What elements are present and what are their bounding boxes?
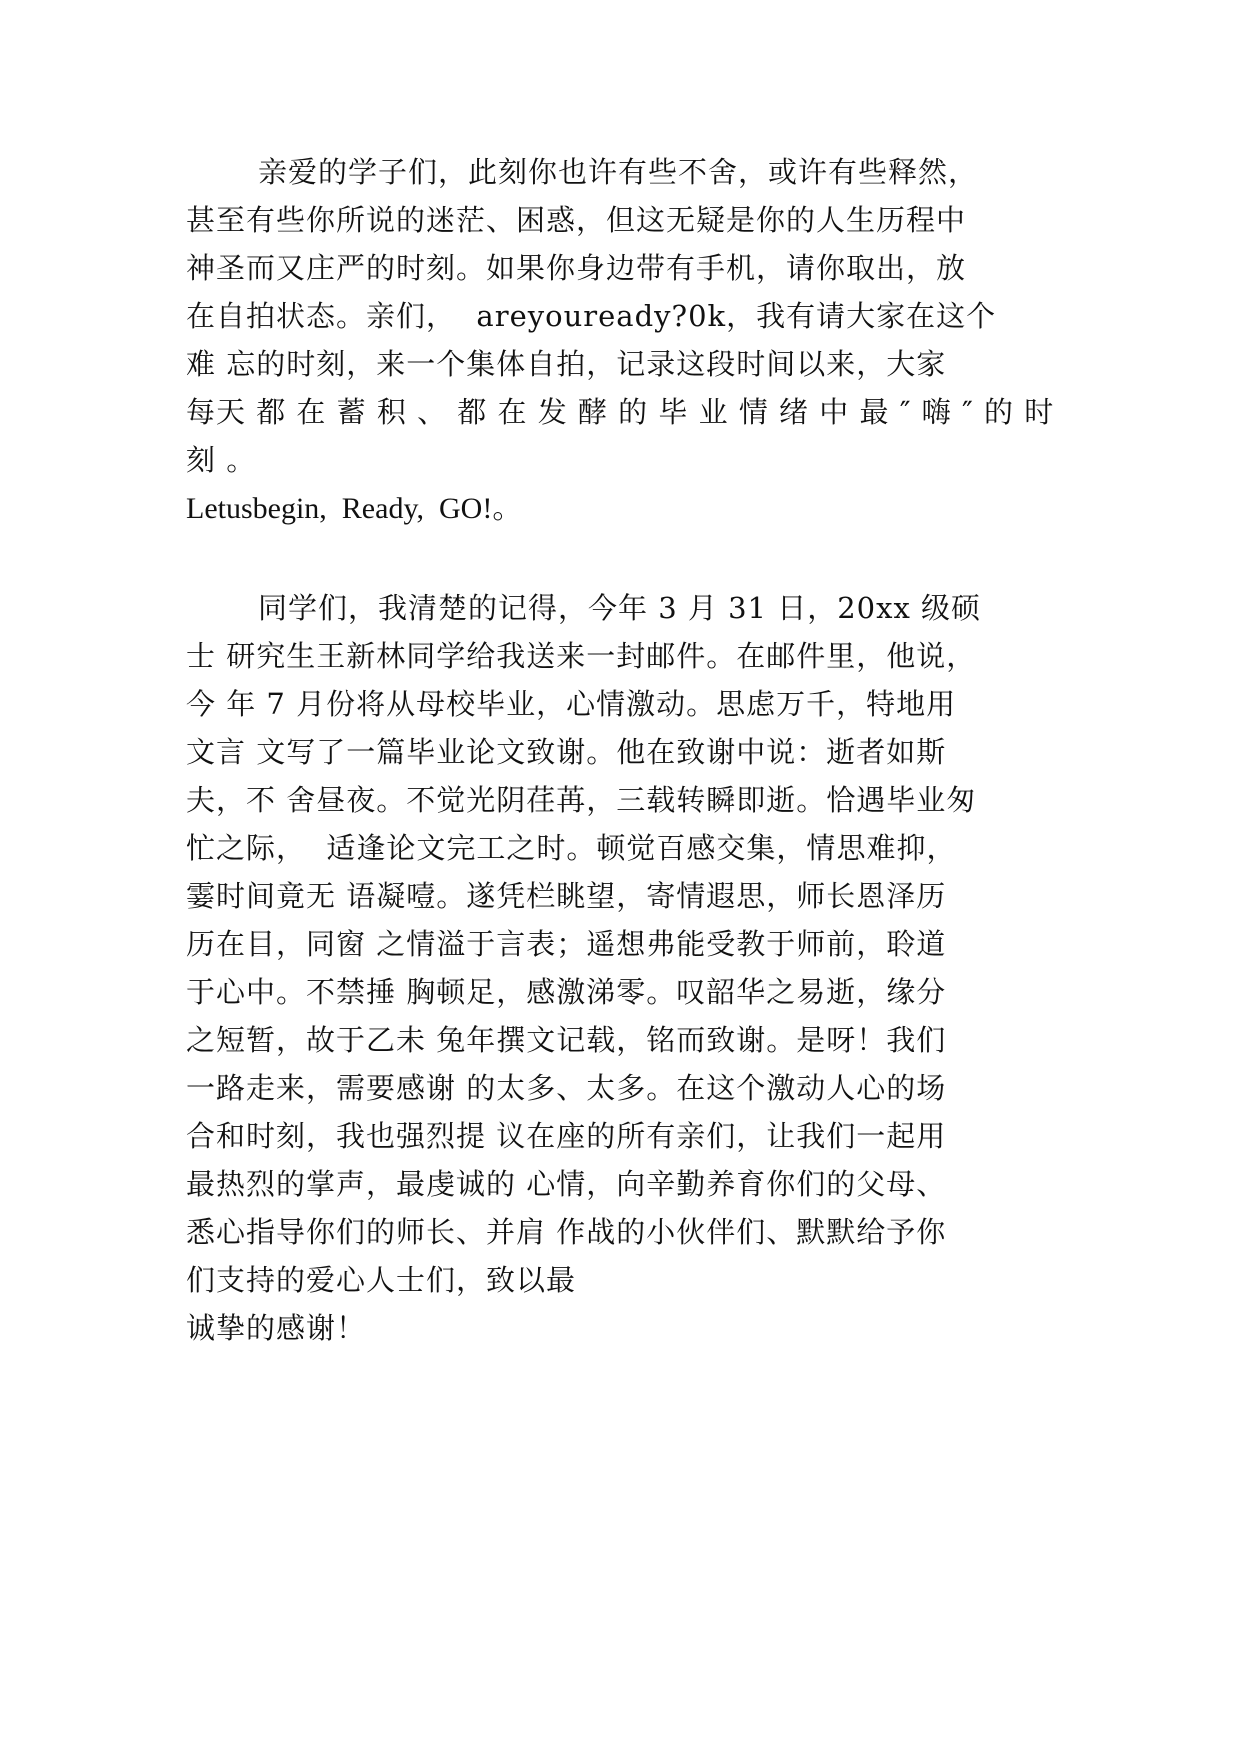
paragraph-1-line-7: 刻 。	[186, 443, 257, 477]
paragraph-2-line-14: 悉心指导你们的师长、并肩 作战的小伙伴们、默默给予你	[186, 1215, 947, 1249]
paragraph-2-line-16: 诚挚的感谢！	[186, 1311, 367, 1345]
paragraph-2-line-12: 合和时刻，我也强烈提 议在座的所有亲们，让我们一起用	[186, 1119, 947, 1153]
paragraph-2-line-10: 之短暂，故于乙未 兔年撰文记载，铭而致谢。是呀！我们	[186, 1023, 947, 1057]
paragraph-2-line-1: 同学们，我清楚的记得，今年 3 月 31 日，20xx 级硕	[258, 591, 982, 625]
paragraph-2-line-9: 于心中。不禁捶 胸顿足，感激涕零。叹韶华之易逝，缘分	[186, 975, 947, 1009]
paragraph-2-line-15: 们支持的爱心人士们，致以最	[186, 1263, 577, 1297]
paragraph-2-line-8: 历在目，同窗 之情溢于言表；遥想弗能受教于师前，聆道	[186, 927, 947, 961]
paragraph-1-closing: Letusbegin, Ready, GO!。	[186, 492, 523, 525]
paragraph-2-line-7: 霎时间竟无 语凝噎。遂凭栏眺望，寄情遐思，师长恩泽历	[186, 879, 947, 913]
paragraph-1-line-5: 难 忘的时刻，来一个集体自拍，记录这段时间以来，大家	[186, 347, 947, 381]
paragraph-1-line-3: 神圣而又庄严的时刻。如果你身边带有手机，请你取出，放	[186, 251, 967, 285]
paragraph-1-line-2: 甚至有些你所说的迷茫、困惑，但这无疑是你的人生历程中	[186, 203, 967, 237]
paragraph-2-line-5: 夫，不 舍昼夜。不觉光阴荏苒，三载转瞬即逝。恰遇毕业匆	[186, 783, 977, 817]
paragraph-2-line-3: 今 年 7 月份将从母校毕业，心情激动。思虑万千，特地用	[186, 687, 957, 721]
paragraph-2-line-13: 最热烈的掌声，最虔诚的 心情，向辛勤养育你们的父母、	[186, 1167, 947, 1201]
paragraph-2-line-6: 忙之际， 适逢论文完工之时。顿觉百感交集，情思难抑，	[186, 831, 957, 865]
paragraph-2-line-11: 一路走来，需要感谢 的太多、太多。在这个激动人心的场	[186, 1071, 947, 1105]
paragraph-2-line-2: 士 研究生王新林同学给我送来一封邮件。在邮件里，他说，	[186, 639, 977, 673]
paragraph-1-line-6: 每天 都 在 蓄 积 、 都 在 发 酵 的 毕 业 情 绪 中 最 ″ 嗨 ″ 的 时	[186, 395, 1055, 429]
paragraph-2-line-4: 文言 文写了一篇毕业论文致谢。他在致谢中说：逝者如斯	[186, 735, 947, 769]
paragraph-1-line-1: 亲爱的学子们，此刻你也许有些不舍，或许有些释然，	[258, 155, 979, 189]
paragraph-1-line-4: 在自拍状态。亲们， areyouready?0k，我有请大家在这个	[186, 299, 997, 333]
